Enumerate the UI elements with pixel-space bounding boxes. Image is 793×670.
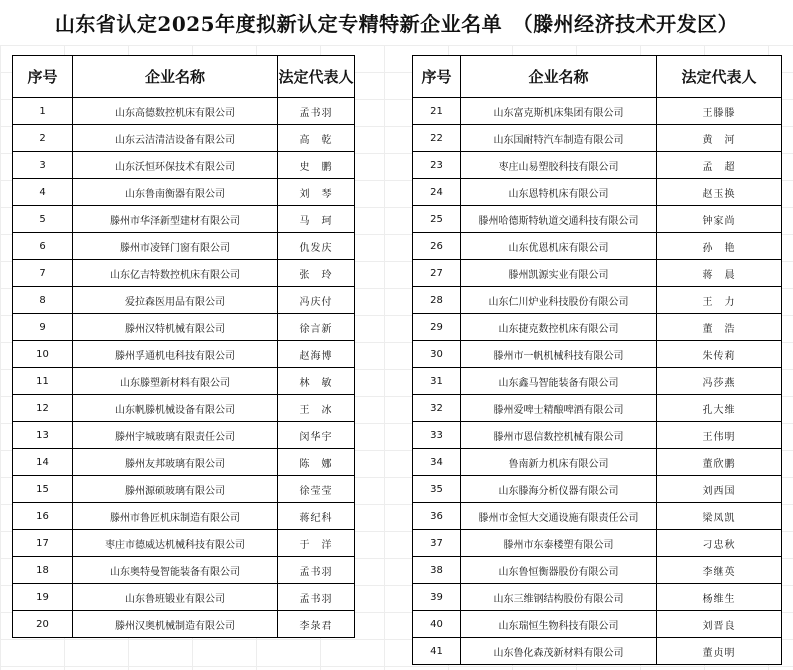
- row-index: 39: [413, 584, 461, 611]
- legal-rep-cell: 黄 河: [657, 125, 782, 152]
- table-row: [13, 368, 355, 395]
- company-name-cell: 滕州汉奥机械制造有限公司: [73, 611, 278, 638]
- header-index: 序号: [13, 56, 73, 98]
- legal-rep-cell: 张 玲: [278, 260, 355, 287]
- legal-rep-cell: 孟 超: [657, 152, 782, 179]
- legal-rep-cell: 陈 娜: [278, 449, 355, 476]
- company-name-cell: 山东捷克数控机床有限公司: [461, 314, 657, 341]
- legal-rep-cell: 孟书羽: [278, 584, 355, 611]
- row-index: 5: [13, 206, 73, 233]
- legal-rep-cell: 朱传莉: [657, 341, 782, 368]
- legal-rep-cell: 刁忠秋: [657, 530, 782, 557]
- header-legal-rep: 法定代表人: [278, 56, 355, 98]
- company-name-cell: 滕州孚通机电科技有限公司: [73, 341, 278, 368]
- table-row: [413, 530, 782, 557]
- legal-rep-cell: 刘西国: [657, 476, 782, 503]
- company-name-cell: 滕州市华泽新型建材有限公司: [73, 206, 278, 233]
- company-name-cell: 山东沃恒环保技术有限公司: [73, 152, 278, 179]
- legal-rep-cell: 冯庆付: [278, 287, 355, 314]
- row-index: 32: [413, 395, 461, 422]
- header-company-name: 企业名称: [73, 56, 278, 98]
- row-index: 21: [413, 98, 461, 125]
- legal-rep-cell: 董欣鹏: [657, 449, 782, 476]
- row-index: 38: [413, 557, 461, 584]
- legal-rep-cell: 于 洋: [278, 530, 355, 557]
- table-row: [13, 476, 355, 503]
- table-row: [413, 179, 782, 206]
- table-row: [413, 152, 782, 179]
- legal-rep-cell: 刘 琴: [278, 179, 355, 206]
- legal-rep-cell: 孔大维: [657, 395, 782, 422]
- row-index: 6: [13, 233, 73, 260]
- company-name-cell: 滕州源硕玻璃有限公司: [73, 476, 278, 503]
- row-index: 10: [13, 341, 73, 368]
- company-name-cell: 山东三维钢结构股份有限公司: [461, 584, 657, 611]
- table-row: [13, 584, 355, 611]
- table-row: [13, 611, 355, 638]
- legal-rep-cell: 钟家尚: [657, 206, 782, 233]
- company-name-cell: 山东瑞恒生物科技有限公司: [461, 611, 657, 638]
- company-name-cell: 爱拉森医用品有限公司: [73, 287, 278, 314]
- table-row: [413, 206, 782, 233]
- table-row: [413, 341, 782, 368]
- company-name-cell: 滕州市金恒大交通设施有限责任公司: [461, 503, 657, 530]
- row-index: 35: [413, 476, 461, 503]
- company-name-cell: 山东鲁南衡器有限公司: [73, 179, 278, 206]
- table-row: [13, 557, 355, 584]
- legal-rep-cell: 高 乾: [278, 125, 355, 152]
- company-name-cell: 滕州市鲁匠机床制造有限公司: [73, 503, 278, 530]
- company-name-cell: 山东富克斯机床集团有限公司: [461, 98, 657, 125]
- table-row: [413, 584, 782, 611]
- legal-rep-cell: 刘晋良: [657, 611, 782, 638]
- row-index: 9: [13, 314, 73, 341]
- row-index: 13: [13, 422, 73, 449]
- row-index: 23: [413, 152, 461, 179]
- table-row: [13, 395, 355, 422]
- legal-rep-cell: 仇发庆: [278, 233, 355, 260]
- company-name-cell: 滕州市东泰楼塑有限公司: [461, 530, 657, 557]
- legal-rep-cell: 董贞明: [657, 638, 782, 665]
- company-name-cell: 枣庄市德威达机械科技有限公司: [73, 530, 278, 557]
- company-name-cell: 山东鲁班锻业有限公司: [73, 584, 278, 611]
- row-index: 40: [413, 611, 461, 638]
- table-header-row: [413, 56, 782, 98]
- company-name-cell: 山东滕塑新材料有限公司: [73, 368, 278, 395]
- legal-rep-cell: 蒋纪科: [278, 503, 355, 530]
- table-row: [13, 503, 355, 530]
- row-index: 28: [413, 287, 461, 314]
- table-row: [413, 557, 782, 584]
- header-legal-rep: 法定代表人: [657, 56, 782, 98]
- row-index: 29: [413, 314, 461, 341]
- table-row: [13, 152, 355, 179]
- table-row: [13, 233, 355, 260]
- legal-rep-cell: 孙 艳: [657, 233, 782, 260]
- company-name-cell: 山东鑫马智能装备有限公司: [461, 368, 657, 395]
- legal-rep-cell: 林 敏: [278, 368, 355, 395]
- table-row: [413, 395, 782, 422]
- legal-rep-cell: 李继英: [657, 557, 782, 584]
- table-row: [13, 422, 355, 449]
- legal-rep-cell: 梁凤凯: [657, 503, 782, 530]
- row-index: 16: [13, 503, 73, 530]
- table-row: [413, 368, 782, 395]
- legal-rep-cell: 史 鹏: [278, 152, 355, 179]
- table-row: [413, 449, 782, 476]
- company-name-cell: 滕州友邦玻璃有限公司: [73, 449, 278, 476]
- company-name-cell: 山东亿吉特数控机床有限公司: [73, 260, 278, 287]
- row-index: 24: [413, 179, 461, 206]
- legal-rep-cell: 蒋 晨: [657, 260, 782, 287]
- legal-rep-cell: 徐莹莹: [278, 476, 355, 503]
- table-row: [13, 260, 355, 287]
- table-row: [413, 422, 782, 449]
- company-name-cell: 山东奥特曼智能装备有限公司: [73, 557, 278, 584]
- row-index: 15: [13, 476, 73, 503]
- table-row: [13, 341, 355, 368]
- row-index: 33: [413, 422, 461, 449]
- table-row: [413, 611, 782, 638]
- row-index: 14: [13, 449, 73, 476]
- legal-rep-cell: 徐言新: [278, 314, 355, 341]
- table-row: [13, 179, 355, 206]
- table-row: [13, 530, 355, 557]
- row-index: 8: [13, 287, 73, 314]
- legal-rep-cell: 冯莎燕: [657, 368, 782, 395]
- company-name-cell: 山东国耐特汽车制造有限公司: [461, 125, 657, 152]
- row-index: 41: [413, 638, 461, 665]
- row-index: 22: [413, 125, 461, 152]
- page-title: 山东省认定2025年度拟新认定专精特新企业名单 （滕州经济技术开发区）: [54, 12, 739, 36]
- table-row: [413, 260, 782, 287]
- table-row: [413, 503, 782, 530]
- company-name-cell: 滕州汉特机械有限公司: [73, 314, 278, 341]
- legal-rep-cell: 王 冰: [278, 395, 355, 422]
- company-name-cell: 山东恩特机床有限公司: [461, 179, 657, 206]
- company-name-cell: 山东鲁化森茂新材料有限公司: [461, 638, 657, 665]
- table-row: [413, 638, 782, 665]
- row-index: 11: [13, 368, 73, 395]
- row-index: 31: [413, 368, 461, 395]
- legal-rep-cell: 孟书羽: [278, 557, 355, 584]
- legal-rep-cell: 赵海博: [278, 341, 355, 368]
- row-index: 12: [13, 395, 73, 422]
- legal-rep-cell: 马 珂: [278, 206, 355, 233]
- row-index: 37: [413, 530, 461, 557]
- company-name-cell: 山东鲁恒衡器股份有限公司: [461, 557, 657, 584]
- table-row: [13, 125, 355, 152]
- company-name-cell: 山东优恩机床有限公司: [461, 233, 657, 260]
- row-index: 26: [413, 233, 461, 260]
- row-index: 17: [13, 530, 73, 557]
- row-index: 36: [413, 503, 461, 530]
- company-name-cell: 山东云洁清洁设备有限公司: [73, 125, 278, 152]
- header-company-name: 企业名称: [461, 56, 657, 98]
- company-name-cell: 鲁南新力机床有限公司: [461, 449, 657, 476]
- legal-rep-cell: 杨维生: [657, 584, 782, 611]
- table-row: [413, 476, 782, 503]
- company-name-cell: 山东高德数控机床有限公司: [73, 98, 278, 125]
- company-table-right: [412, 55, 782, 665]
- company-name-cell: 山东帆滕机械设备有限公司: [73, 395, 278, 422]
- table-row: [13, 287, 355, 314]
- company-name-cell: 滕州市恩信数控机械有限公司: [461, 422, 657, 449]
- company-name-cell: 山东滕海分析仪器有限公司: [461, 476, 657, 503]
- company-name-cell: 滕州爱啤士精酿啤酒有限公司: [461, 395, 657, 422]
- row-index: 3: [13, 152, 73, 179]
- table-row: [13, 314, 355, 341]
- table-row: [413, 287, 782, 314]
- legal-rep-cell: 李彔君: [278, 611, 355, 638]
- table-row: [413, 98, 782, 125]
- row-index: 2: [13, 125, 73, 152]
- row-index: 7: [13, 260, 73, 287]
- legal-rep-cell: 王滕滕: [657, 98, 782, 125]
- row-index: 19: [13, 584, 73, 611]
- legal-rep-cell: 孟书羽: [278, 98, 355, 125]
- company-table-left: [12, 55, 355, 638]
- row-index: 34: [413, 449, 461, 476]
- table-row: [13, 98, 355, 125]
- table-row: [413, 314, 782, 341]
- company-name-cell: 滕州凯源实业有限公司: [461, 260, 657, 287]
- row-index: 25: [413, 206, 461, 233]
- row-index: 27: [413, 260, 461, 287]
- legal-rep-cell: 赵玉换: [657, 179, 782, 206]
- table-row: [13, 206, 355, 233]
- table-row: [413, 233, 782, 260]
- header-index: 序号: [413, 56, 461, 98]
- legal-rep-cell: 王伟明: [657, 422, 782, 449]
- company-name-cell: 枣庄山易塑胶科技有限公司: [461, 152, 657, 179]
- table-row: [13, 449, 355, 476]
- row-index: 30: [413, 341, 461, 368]
- row-index: 18: [13, 557, 73, 584]
- table-header-row: [13, 56, 355, 98]
- legal-rep-cell: 董 浩: [657, 314, 782, 341]
- company-name-cell: 滕州市凌铎门窗有限公司: [73, 233, 278, 260]
- company-name-cell: 滕州哈德斯特轨道交通科技有限公司: [461, 206, 657, 233]
- row-index: 4: [13, 179, 73, 206]
- row-index: 20: [13, 611, 73, 638]
- legal-rep-cell: 闵华宇: [278, 422, 355, 449]
- company-name-cell: 山东仁川炉业科技股份有限公司: [461, 287, 657, 314]
- legal-rep-cell: 王 力: [657, 287, 782, 314]
- row-index: 1: [13, 98, 73, 125]
- table-row: [413, 125, 782, 152]
- company-name-cell: 滕州宇城玻璃有限责任公司: [73, 422, 278, 449]
- company-name-cell: 滕州市一帆机械科技有限公司: [461, 341, 657, 368]
